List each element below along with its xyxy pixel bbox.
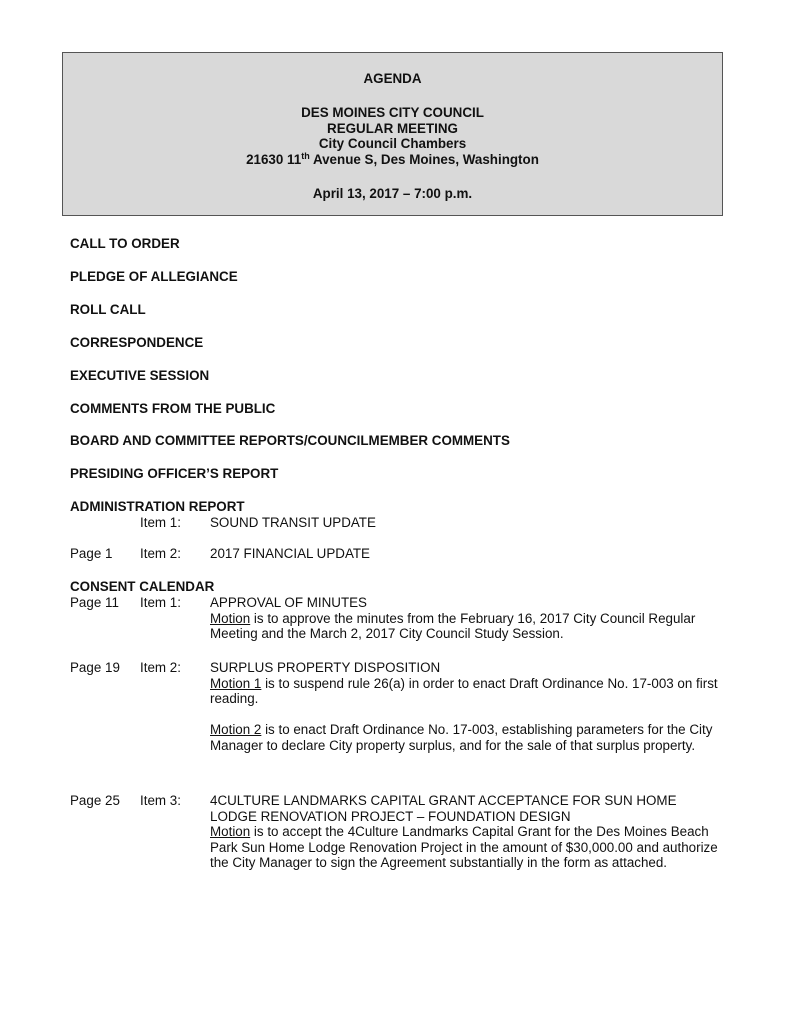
section-admin-report: ADMINISTRATION REPORT bbox=[70, 499, 245, 514]
motion-label: Motion 1 bbox=[210, 675, 262, 691]
motion-label: Motion bbox=[210, 610, 251, 626]
consent-item-title: APPROVAL OF MINUTES bbox=[210, 595, 367, 610]
section-consent-calendar: CONSENT CALENDAR bbox=[70, 579, 215, 594]
consent-item-number: Item 3: bbox=[140, 793, 181, 808]
consent-item-motion bbox=[210, 611, 725, 642]
section-correspondence: CORRESPONDENCE bbox=[70, 335, 204, 350]
consent-item-motion-1 bbox=[210, 676, 725, 707]
motion-text: is to approve the minutes from the February 16, 2017 City Council Regular Meeting and the March 2, 2017 City Council Study Session. bbox=[210, 610, 696, 641]
section-executive-session: EXECUTIVE SESSION bbox=[70, 368, 210, 383]
consent-item-description bbox=[210, 660, 725, 753]
meeting-address bbox=[63, 152, 722, 168]
agenda-header-box bbox=[62, 52, 723, 216]
section-public-comments: COMMENTS FROM THE PUBLIC bbox=[70, 401, 276, 416]
consent-item-number: Item 2: bbox=[140, 660, 181, 675]
meeting-type: REGULAR MEETING bbox=[327, 120, 458, 136]
consent-item-description bbox=[210, 595, 725, 642]
motion-text: is to accept the 4Culture Landmarks Capital Grant for the Des Moines Beach Park Sun Home Lodge Renovation Project in the amount of $30,000.00 and authorize the City Manager to sign the Agreement substantially in the form as attached. bbox=[210, 824, 718, 870]
consent-item-motion-2 bbox=[210, 722, 725, 753]
section-board-reports: BOARD AND COMMITTEE REPORTS/COUNCILMEMBER COMMENTS bbox=[70, 433, 510, 448]
admin-item-number: Item 2: bbox=[140, 546, 181, 561]
consent-item-title: SURPLUS PROPERTY DISPOSITION bbox=[210, 660, 441, 675]
address-suffix: Avenue S, Des Moines, Washington bbox=[309, 151, 539, 167]
agenda-title: AGENDA bbox=[363, 71, 422, 86]
motion-text: is to suspend rule 26(a) in order to enact Draft Ordinance No. 17-003 on first reading. bbox=[210, 675, 718, 706]
section-roll-call: ROLL CALL bbox=[70, 302, 146, 317]
consent-item-title: 4CULTURE LANDMARKS CAPITAL GRANT ACCEPTANCE FOR SUN HOME LODGE RENOVATION PROJECT – FOUNDATION DESIGN bbox=[210, 793, 677, 824]
consent-item-number: Item 1: bbox=[140, 595, 181, 610]
meeting-location: City Council Chambers bbox=[318, 136, 467, 151]
section-presiding-report: PRESIDING OFFICER’S REPORT bbox=[70, 466, 279, 481]
admin-item-page: Page 1 bbox=[70, 546, 113, 561]
meeting-date: April 13, 2017 – 7:00 p.m. bbox=[312, 186, 473, 201]
motion-label: Motion 2 bbox=[210, 722, 262, 737]
consent-item-description bbox=[210, 793, 725, 871]
address-sup: th bbox=[301, 150, 310, 161]
motion-text: is to enact Draft Ordinance No. 17-003, establishing parameters for the City Manager to declare City property surplus, and for the sale of that surplus property. bbox=[210, 722, 713, 753]
consent-item-motion bbox=[210, 824, 725, 871]
admin-item-number: Item 1: bbox=[140, 515, 181, 530]
motion-label: Motion bbox=[210, 824, 251, 839]
admin-item-title: 2017 FINANCIAL UPDATE bbox=[210, 546, 370, 561]
consent-item-page: Page 19 bbox=[70, 660, 120, 675]
admin-item-title: SOUND TRANSIT UPDATE bbox=[210, 515, 376, 530]
section-pledge: PLEDGE OF ALLEGIANCE bbox=[70, 269, 238, 284]
council-name: DES MOINES CITY COUNCIL bbox=[301, 105, 484, 120]
consent-item-page: Page 11 bbox=[70, 595, 119, 610]
consent-item-page: Page 25 bbox=[70, 793, 120, 808]
meeting-info bbox=[63, 105, 722, 167]
address-prefix: 21630 11 bbox=[246, 151, 302, 167]
section-call-to-order: CALL TO ORDER bbox=[70, 236, 180, 251]
